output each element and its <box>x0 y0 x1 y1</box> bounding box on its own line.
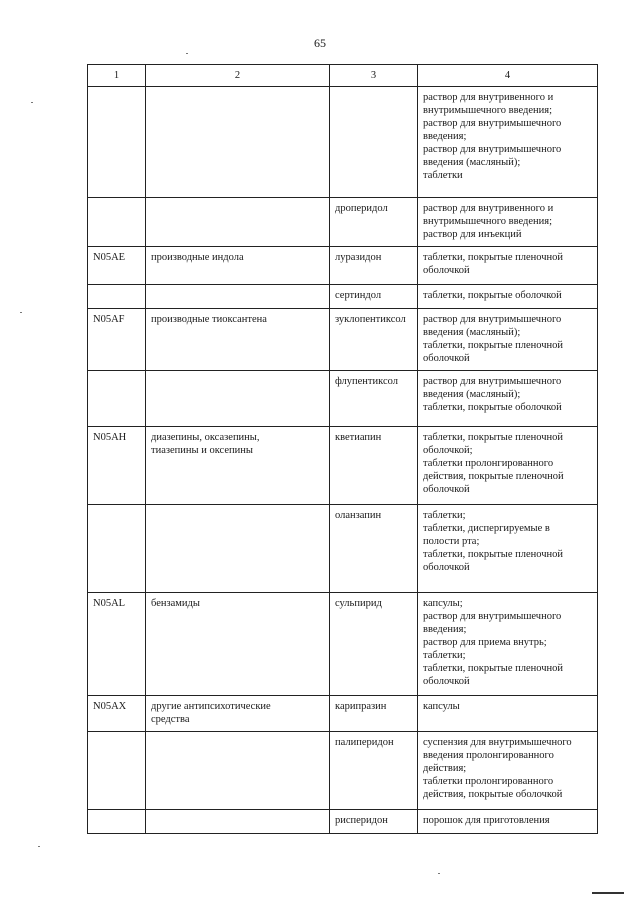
table-row <box>88 371 598 427</box>
group-name-cell <box>146 732 330 810</box>
dosage-form-cell: таблетки, покрытые пленочной оболочкой <box>418 247 598 285</box>
table-row <box>88 198 598 247</box>
table-row <box>88 732 598 810</box>
drug-name-cell: дроперидол <box>330 198 418 247</box>
dosage-form-cell: порошок для приготовления <box>418 810 598 834</box>
table-row <box>88 87 598 198</box>
drug-name-cell: рисперидон <box>330 810 418 834</box>
table-row <box>88 427 598 505</box>
group-name-cell <box>146 505 330 593</box>
drug-name-cell: сертиндол <box>330 285 418 309</box>
dosage-form-cell: раствор для внутривенного и внутримышечного введения; раствор для инъекций <box>418 198 598 247</box>
table-row <box>88 593 598 696</box>
atc-code-cell <box>88 505 146 593</box>
scan-speck <box>38 846 40 847</box>
group-name-cell <box>146 371 330 427</box>
column-header-2: 2 <box>146 65 330 87</box>
group-name-cell: другие антипсихотические средства <box>146 696 330 732</box>
atc-code-cell <box>88 371 146 427</box>
group-name-cell <box>146 87 330 198</box>
dosage-form-cell: таблетки, покрытые оболочкой <box>418 285 598 309</box>
group-name-cell: производные индола <box>146 247 330 285</box>
atc-code-cell: N05AE <box>88 247 146 285</box>
drug-name-cell: кветиапин <box>330 427 418 505</box>
drug-name-cell: зуклопентиксол <box>330 309 418 371</box>
table-row <box>88 505 598 593</box>
group-name-cell <box>146 198 330 247</box>
column-header-1: 1 <box>88 65 146 87</box>
atc-code-cell <box>88 810 146 834</box>
dosage-form-cell: раствор для внутримышечного введения (масляный); таблетки, покрытые оболочкой <box>418 371 598 427</box>
scan-speck <box>186 53 188 54</box>
table-row <box>88 810 598 834</box>
scan-speck <box>31 102 33 103</box>
dosage-form-cell: раствор для внутривенного и внутримышечного введения; раствор для внутримышечного введения; раствор для внутримышечного введения (масляный); таблетки <box>418 87 598 198</box>
drug-name-cell <box>330 87 418 198</box>
column-header-4: 4 <box>418 65 598 87</box>
drug-name-cell: флупентиксол <box>330 371 418 427</box>
table-row <box>88 247 598 285</box>
atc-code-cell: N05AH <box>88 427 146 505</box>
atc-code-cell: N05AF <box>88 309 146 371</box>
table-row <box>88 696 598 732</box>
atc-code-cell: N05AX <box>88 696 146 732</box>
drug-name-cell: луразидон <box>330 247 418 285</box>
group-name-cell: диазепины, оксазепины, тиазепины и оксепины <box>146 427 330 505</box>
table-header-row <box>88 65 598 87</box>
page-edge-mark <box>592 892 624 894</box>
drug-name-cell: палиперидон <box>330 732 418 810</box>
scan-speck <box>438 873 440 874</box>
atc-code-cell <box>88 87 146 198</box>
dosage-form-cell: таблетки; таблетки, диспергируемые в полости рта; таблетки, покрытые пленочной оболочкой <box>418 505 598 593</box>
column-header-3: 3 <box>330 65 418 87</box>
atc-code-cell <box>88 285 146 309</box>
page-number: 65 <box>314 36 326 50</box>
dosage-form-cell: раствор для внутримышечного введения (масляный); таблетки, покрытые пленочной оболочкой <box>418 309 598 371</box>
dosage-form-cell: суспензия для внутримышечного введения пролонгированного действия; таблетки пролонгированного действия, покрытые оболочкой <box>418 732 598 810</box>
group-name-cell: бензамиды <box>146 593 330 696</box>
atc-code-cell: N05AL <box>88 593 146 696</box>
group-name-cell: производные тиоксантена <box>146 309 330 371</box>
atc-code-cell <box>88 198 146 247</box>
dosage-form-cell: таблетки, покрытые пленочной оболочкой; таблетки пролонгированного действия, покрытые пленочной оболочкой <box>418 427 598 505</box>
group-name-cell <box>146 810 330 834</box>
scan-speck <box>20 312 22 313</box>
table-row <box>88 285 598 309</box>
atc-code-cell <box>88 732 146 810</box>
table-row <box>88 309 598 371</box>
drug-classification-table <box>87 64 598 834</box>
drug-name-cell: карипразин <box>330 696 418 732</box>
group-name-cell <box>146 285 330 309</box>
dosage-form-cell: капсулы; раствор для внутримышечного введения; раствор для приема внутрь; таблетки; таблетки, покрытые пленочной оболочкой <box>418 593 598 696</box>
drug-name-cell: сульпирид <box>330 593 418 696</box>
dosage-form-cell: капсулы <box>418 696 598 732</box>
drug-name-cell: оланзапин <box>330 505 418 593</box>
table-body <box>88 87 598 834</box>
